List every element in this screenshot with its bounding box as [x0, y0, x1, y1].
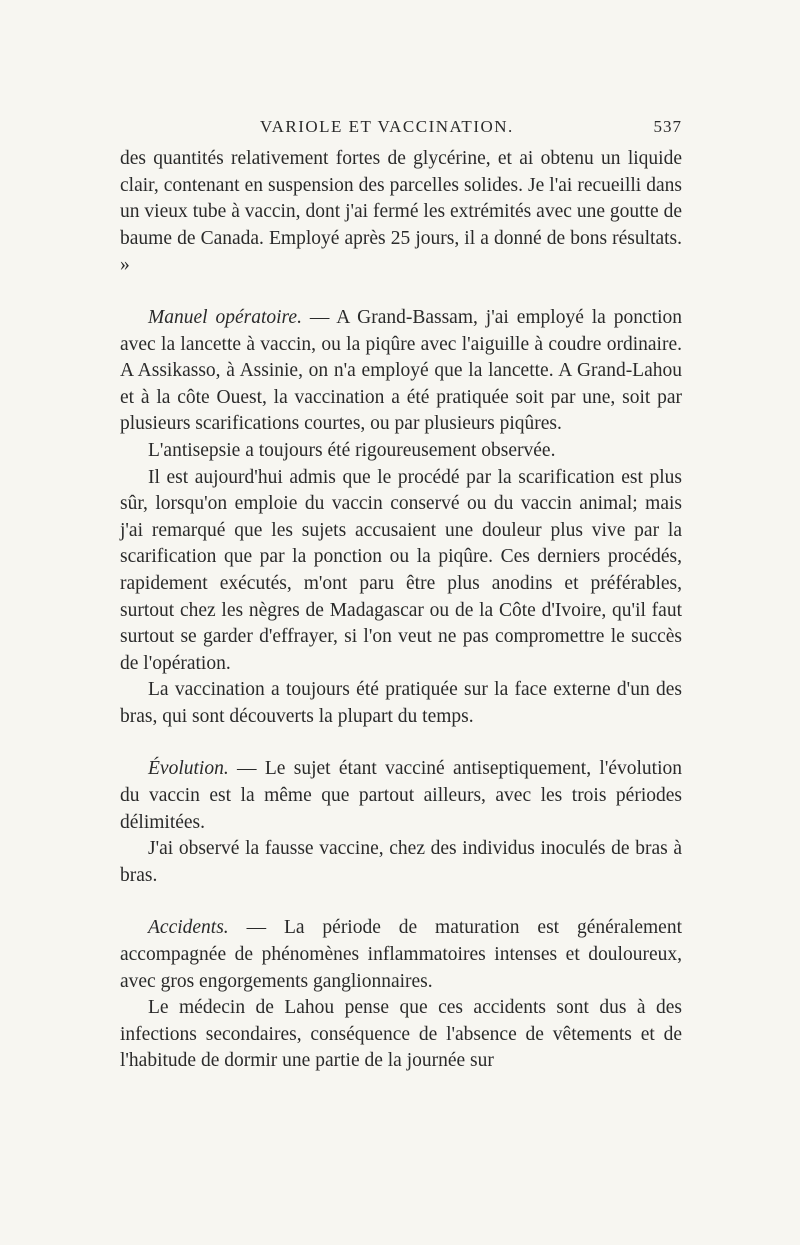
- paragraph-text: — La période de maturation est généralement accompagnée de phénomènes inflammatoires intenses et douloureux, avec gros engorgements ganglionnaires.: [120, 917, 682, 992]
- section-gap: [120, 730, 682, 756]
- paragraph-face-externe: [120, 677, 682, 730]
- running-head: VARIOLE ET VACCINATION.: [260, 117, 514, 136]
- section-gap: [120, 279, 682, 305]
- section-label-manuel-operatoire: Manuel opératoire.: [148, 306, 302, 328]
- page-number: 537: [653, 117, 682, 136]
- paragraph-text: Il est aujourd'hui admis que le procédé par la scarification est plus sûr, lorsqu'on emploie du vaccin conservé ou du vaccin animal; mais j'ai remarqué que les sujets accusaient une douleur plus vive par la scarification que par la ponction ou la piqûre. Ces derniers procédés, rapidement exécutés, m'ont paru être plus anodins et préférables, surtout chez les nègres de Madagascar ou de la Côte d'Ivoire, qu'il faut surtout se garder d'effrayer, si l'on veut ne pas compromettre le succès de l'opération.: [120, 466, 682, 674]
- paragraph-text: L'antisepsie a toujours été rigoureusement observée.: [148, 439, 556, 461]
- paragraph-text: Le médecin de Lahou pense que ces accidents sont dus à des infections secondaires, conséquence de l'absence de vêtements et de l'habitude de dormir une partie de la journée sur: [120, 997, 682, 1072]
- section-label-evolution: Évolution.: [148, 758, 229, 780]
- paragraph-scarification: [120, 465, 682, 678]
- paragraph-continuation: [120, 146, 682, 279]
- paragraph-antisepsie: [120, 438, 682, 465]
- body-text: [120, 146, 682, 1075]
- paragraph-text: La vaccination a toujours été pratiquée sur la face externe d'un des bras, qui sont découverts la plupart du temps.: [120, 679, 682, 727]
- paragraph-manuel-operatoire: [120, 305, 682, 438]
- page-header: [120, 117, 682, 141]
- paragraph-fausse-vaccine: [120, 836, 682, 889]
- paragraph-text: — Le sujet étant vacciné antiseptiquement, l'évolution du vaccin est la même que partout ailleurs, avec les trois périodes délimitées.: [120, 758, 682, 833]
- section-label-accidents: Accidents.: [148, 917, 229, 939]
- paragraph-text: J'ai observé la fausse vaccine, chez des individus inoculés de bras à bras.: [120, 838, 682, 886]
- paragraph-text: des quantités relativement fortes de glycérine, et ai obtenu un liquide clair, contenant en suspension des parcelles solides. Je l'ai recueilli dans un vieux tube à vaccin, dont j'ai fermé les extrémités avec une goutte de baume de Canada. Employé après 25 jours, il a donné de bons résultats. »: [120, 148, 682, 276]
- paragraph-medecin-lahou: [120, 995, 682, 1075]
- paragraph-text: — A Grand-Bassam, j'ai employé la ponction avec la lancette à vaccin, ou la piqûre avec l'aiguille à coudre ordinaire. A Assikasso, à Assinie, on n'a employé que la lancette. A Grand-Lahou et à la côte Ouest, la vaccination a été pratiquée soit par une, soit par plusieurs scarifications courtes, ou par plusieurs piqûres.: [120, 306, 682, 435]
- section-gap: [120, 889, 682, 915]
- paragraph-accidents: [120, 915, 682, 995]
- paragraph-evolution: [120, 756, 682, 836]
